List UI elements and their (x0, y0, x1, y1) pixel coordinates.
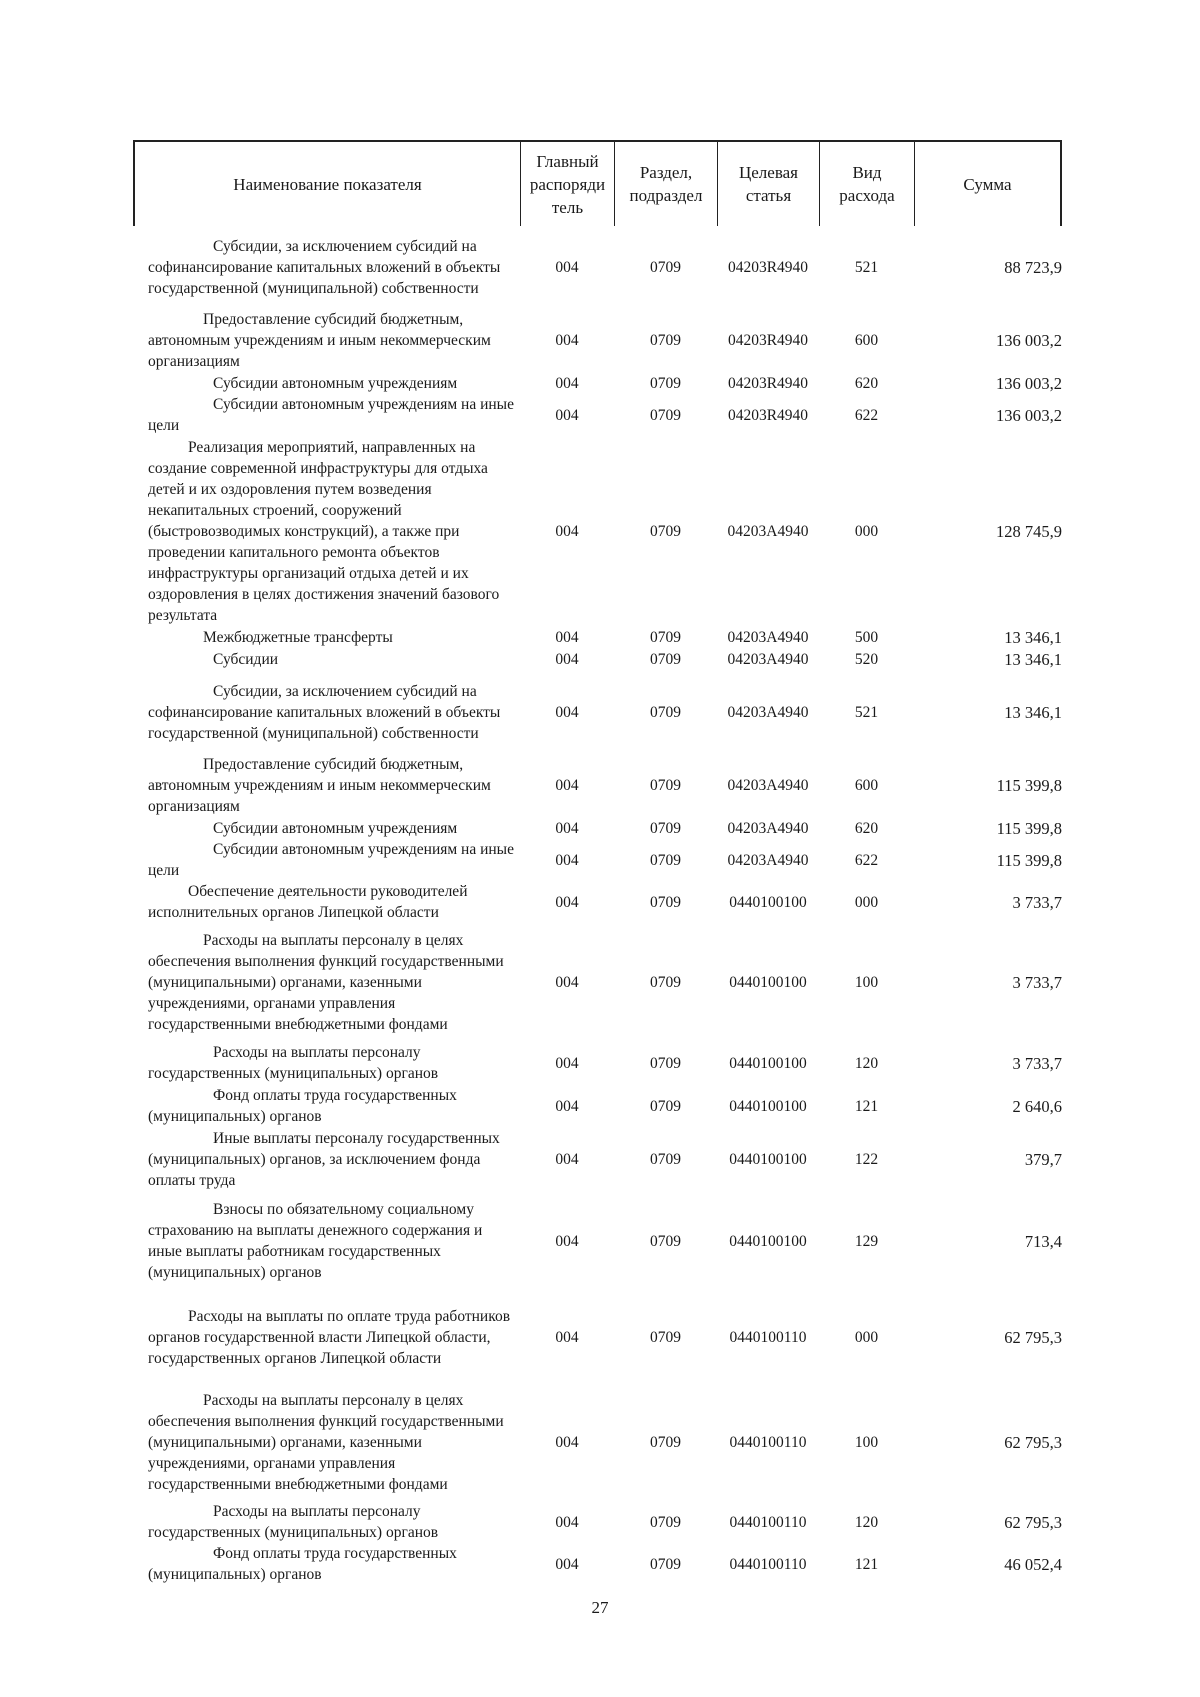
table-row (148, 817, 1062, 839)
row-expense-type: 620 (854, 374, 879, 392)
row-sum: 3 733,7 (1012, 892, 1062, 912)
row-expense-type: 129 (854, 1232, 879, 1250)
row-main-manager: 004 (555, 1555, 579, 1573)
row-section: 0709 (650, 258, 681, 276)
row-main-manager: 004 (555, 374, 579, 392)
table-row (148, 1191, 1062, 1291)
row-sum: 3 733,7 (1012, 972, 1062, 992)
table-row (148, 225, 1062, 309)
row-expense-type: 100 (854, 1433, 879, 1451)
row-section: 0709 (650, 703, 681, 721)
table-row (148, 1085, 1062, 1127)
row-section: 0709 (650, 1097, 681, 1115)
row-name: Субсидии, за исключением субсидий на софинансирование капитальных вложений в объекты государственной (муниципальной) собственности (148, 682, 501, 742)
table-row (148, 372, 1062, 394)
row-section: 0709 (650, 1555, 681, 1573)
row-section: 0709 (650, 851, 681, 869)
row-name: Субсидии автономным учреждениям на иные цели (148, 396, 514, 434)
table-row (148, 394, 1062, 436)
row-sum: 136 003,2 (996, 373, 1062, 393)
header-section: Раздел, подраздел (615, 142, 718, 226)
row-expense-type: 622 (854, 851, 879, 869)
row-name: Расходы на выплаты персоналу в целях обеспечения выполнения функций государственными (муниципальными) органами, казенными учреждениями, органами управления государственными внебюджетными фондами (148, 1391, 504, 1493)
row-expense-type: 600 (854, 777, 879, 794)
row-main-manager: 004 (555, 973, 579, 991)
row-name: Субсидии автономным учреждениям (213, 819, 458, 837)
row-sum: 136 003,2 (996, 331, 1062, 350)
row-sum: 2 640,6 (1012, 1096, 1062, 1116)
row-section: 0709 (650, 777, 681, 794)
row-expense-type: 120 (854, 1513, 879, 1531)
row-name: Расходы на выплаты персоналу государственных (муниципальных) органов (148, 1044, 439, 1082)
row-expense-type: 100 (854, 973, 879, 991)
row-sum: 62 795,3 (1004, 1432, 1062, 1452)
header-main-manager: Главный распоряди тель (521, 142, 615, 226)
row-name: Субсидии (213, 650, 279, 668)
row-sum: 128 745,9 (996, 521, 1062, 541)
row-section: 0709 (650, 650, 681, 668)
table-row (148, 923, 1062, 1041)
row-target-article: 04203R4940 (727, 406, 809, 424)
row-name: Расходы на выплаты персоналу государственных (муниципальных) органов (148, 1503, 439, 1541)
row-target-article: 04203R4940 (727, 374, 809, 392)
row-target-article: 0440100110 (729, 1433, 807, 1451)
row-target-article: 0440100110 (729, 1555, 807, 1573)
table-row (148, 881, 1062, 923)
row-main-manager: 004 (555, 628, 579, 646)
row-sum: 3 733,7 (1012, 1053, 1062, 1073)
row-sum: 713,4 (1024, 1231, 1062, 1251)
row-main-manager: 004 (555, 1232, 579, 1250)
table-row (148, 436, 1062, 626)
row-target-article: 04203A4940 (727, 522, 809, 540)
row-main-manager: 004 (555, 258, 579, 276)
row-section: 0709 (650, 1054, 681, 1072)
table-row (148, 1543, 1062, 1585)
row-sum: 115 399,8 (996, 818, 1062, 838)
row-target-article: 04203A4940 (727, 628, 809, 646)
row-main-manager: 004 (555, 522, 579, 540)
row-expense-type: 000 (854, 522, 879, 540)
row-expense-type: 500 (854, 628, 879, 646)
row-section: 0709 (650, 1513, 681, 1531)
row-sum: 136 003,2 (996, 405, 1062, 425)
row-section: 0709 (650, 1328, 681, 1346)
table-row (148, 648, 1062, 670)
table-row (148, 1291, 1062, 1383)
row-name: Предоставление субсидий бюджетным, автономным учреждениям и иным некоммерческим организациям (148, 311, 491, 370)
row-main-manager: 004 (555, 406, 579, 424)
row-target-article: 04203A4940 (727, 819, 809, 837)
table-row (148, 1127, 1062, 1191)
row-expense-type: 521 (854, 258, 879, 276)
row-name: Фонд оплаты труда государственных (муниципальных) органов (148, 1087, 457, 1125)
table-row (148, 1383, 1062, 1501)
row-name: Предоставление субсидий бюджетным, автономным учреждениям и иным некоммерческим организациям (148, 756, 491, 815)
row-target-article: 0440100100 (729, 973, 807, 991)
row-name: Расходы на выплаты персоналу в целях обеспечения выполнения функций государственными (муниципальными) органами, казенными учреждениями, органами управления государственными внебюджетными фондами (148, 931, 504, 1033)
row-target-article: 0440100110 (729, 1328, 807, 1346)
header-expense-type: Вид расхода (820, 142, 915, 226)
row-name: Субсидии автономным учреждениям (213, 374, 458, 392)
row-sum: 379,7 (1024, 1149, 1062, 1169)
row-target-article: 0440100100 (729, 1232, 807, 1250)
row-main-manager: 004 (555, 1097, 579, 1115)
row-section: 0709 (650, 819, 681, 837)
row-target-article: 04203A4940 (727, 777, 809, 794)
row-section: 0709 (650, 1150, 681, 1168)
row-sum: 115 399,8 (996, 776, 1062, 795)
row-sum: 13 346,1 (1004, 702, 1062, 722)
row-target-article: 04203R4940 (727, 258, 809, 276)
row-section: 0709 (650, 1433, 681, 1451)
row-name: Реализация мероприятий, направленных на создание современной инфраструктуры для отдыха детей и их оздоровления путем возведения некапитальных строений, сооружений (быстровозводимых конструкций), а также при проведении капитального ремонта объектов инфраструктуры организаций отдыха детей и их оздоровления в целях достижения значений базового результата (148, 438, 500, 624)
row-sum: 13 346,1 (1004, 649, 1062, 669)
row-main-manager: 004 (555, 777, 579, 794)
row-main-manager: 004 (555, 1054, 579, 1072)
row-main-manager: 004 (555, 851, 579, 869)
row-name: Субсидии, за исключением субсидий на софинансирование капитальных вложений в объекты государственной (муниципальной) собственности (148, 237, 501, 297)
header-target-article: Целевая статья (718, 142, 820, 226)
row-main-manager: 004 (555, 1433, 579, 1451)
row-name: Субсидии автономным учреждениям на иные цели (148, 841, 514, 879)
row-main-manager: 004 (555, 332, 579, 349)
row-target-article: 04203A4940 (727, 650, 809, 668)
row-name: Межбюджетные трансферты (203, 628, 393, 646)
row-target-article: 0440100100 (729, 893, 807, 911)
header-sum: Сумма (963, 174, 1012, 194)
row-section: 0709 (650, 628, 681, 646)
row-expense-type: 121 (854, 1555, 879, 1573)
row-section: 0709 (650, 1232, 681, 1250)
row-sum: 46 052,4 (1004, 1554, 1062, 1574)
row-main-manager: 004 (555, 1150, 579, 1168)
row-target-article: 0440100100 (729, 1097, 807, 1115)
table-row (148, 839, 1062, 881)
row-expense-type: 120 (854, 1054, 879, 1072)
row-target-article: 0440100100 (729, 1150, 807, 1168)
row-section: 0709 (650, 893, 681, 911)
page-number: 27 (591, 1598, 609, 1617)
row-sum: 62 795,3 (1004, 1327, 1062, 1347)
table-row (148, 754, 1062, 817)
row-main-manager: 004 (555, 1513, 579, 1531)
row-name: Взносы по обязательному социальному страхованию на выплаты денежного содержания и иные выплаты работникам государственных (муниципальных) органов (148, 1201, 483, 1281)
row-sum: 62 795,3 (1004, 1512, 1062, 1532)
row-target-article: 0440100100 (729, 1054, 807, 1072)
row-main-manager: 004 (555, 893, 579, 911)
row-expense-type: 521 (854, 703, 879, 721)
row-target-article: 0440100110 (729, 1513, 807, 1531)
table-row (148, 670, 1062, 754)
row-section: 0709 (650, 522, 681, 540)
table-row (148, 1501, 1062, 1543)
row-expense-type: 122 (854, 1150, 879, 1168)
row-section: 0709 (650, 374, 681, 392)
row-name: Обеспечение деятельности руководителей исполнительных органов Липецкой области (148, 883, 468, 921)
row-expense-type: 622 (854, 406, 879, 424)
row-expense-type: 600 (854, 332, 879, 349)
row-target-article: 04203R4940 (727, 332, 809, 349)
table-row (148, 1041, 1062, 1085)
table-row (148, 626, 1062, 648)
row-sum: 13 346,1 (1004, 627, 1062, 647)
row-main-manager: 004 (555, 703, 579, 721)
row-expense-type: 000 (854, 1328, 879, 1346)
row-section: 0709 (650, 973, 681, 991)
row-sum: 88 723,9 (1004, 257, 1062, 277)
row-main-manager: 004 (555, 819, 579, 837)
row-sum: 115 399,8 (996, 850, 1062, 870)
header-name: Наименование показателя (135, 142, 521, 226)
row-name: Фонд оплаты труда государственных (муниципальных) органов (148, 1545, 457, 1583)
row-main-manager: 004 (555, 650, 579, 668)
row-section: 0709 (650, 332, 681, 349)
row-main-manager: 004 (555, 1328, 579, 1346)
row-expense-type: 121 (854, 1097, 879, 1115)
row-target-article: 04203A4940 (727, 851, 809, 869)
row-expense-type: 520 (854, 650, 879, 668)
row-expense-type: 620 (854, 819, 879, 837)
row-name: Расходы на выплаты по оплате труда работников органов государственной власти Липецкой области, государственных органов Липецкой области (148, 1307, 511, 1367)
row-target-article: 04203A4940 (727, 703, 809, 721)
table-row (148, 309, 1062, 372)
row-name: Иные выплаты персоналу государственных (муниципальных) органов, за исключением фонда оплаты труда (148, 1129, 500, 1189)
row-section: 0709 (650, 406, 681, 424)
row-expense-type: 000 (854, 893, 879, 911)
